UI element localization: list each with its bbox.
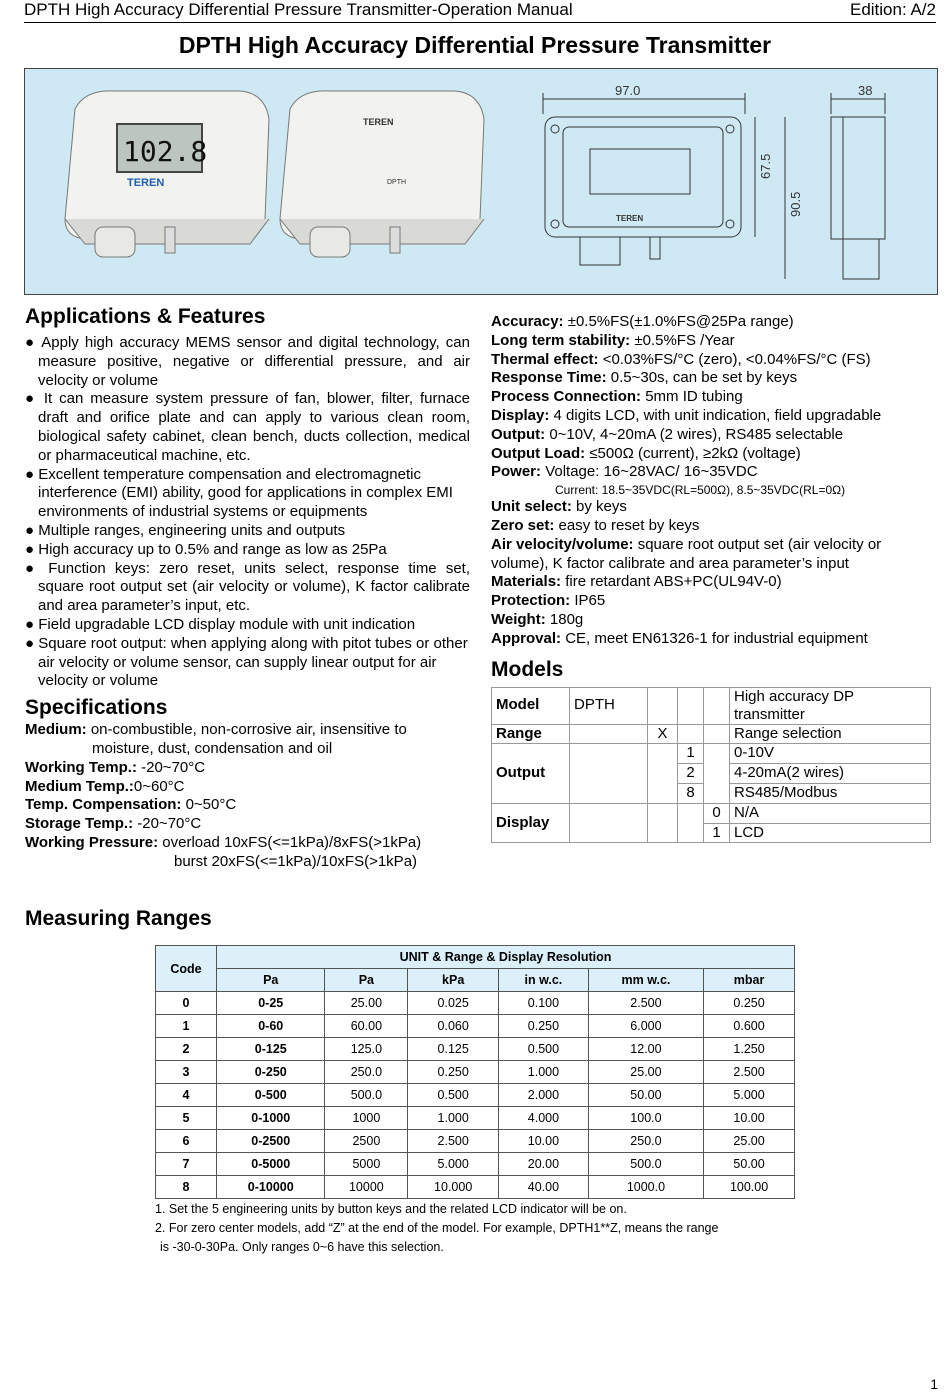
range-code-cell: 8 (156, 1176, 217, 1199)
table-cell: 0.250 (408, 1061, 499, 1084)
brand-logo-1: TEREN (127, 177, 165, 189)
list-item: ● Apply high accuracy MEMS sensor and digital technology, can measure positive, negative or differential pressure, and air velocity or volume (25, 334, 470, 389)
table-cell: 2.500 (588, 992, 703, 1015)
spec-medium-cont: moisture, dust, condensation and oil (92, 739, 333, 757)
display-desc: LCD (730, 823, 931, 843)
table-cell: 1000 (325, 1107, 408, 1130)
table-row (492, 687, 931, 724)
table-row (156, 1015, 795, 1038)
output-code: 8 (678, 783, 704, 803)
table-cell: 12.00 (588, 1038, 703, 1061)
table-cell: 0-25 (217, 992, 325, 1015)
spec-power-current: Current: 18.5~35VDC(RL=500Ω), 8.5~35VDC(RL=0Ω) (555, 483, 846, 498)
spec-materials: Materials: fire retardant ABS+PC(UL94V-0) (491, 573, 782, 591)
list-item: ● Multiple ranges, engineering units and outputs (25, 521, 346, 539)
column-header: kPa (408, 969, 499, 992)
list-item: ● Function keys: zero reset, units select, response time set, square root output set (air velocity or volume), K factor calibrate and area parameter’s input, etc. (25, 559, 470, 615)
table-cell: 100.00 (704, 1176, 795, 1199)
spec-stability: Long term stability: ±0.5%FS /Year (491, 331, 735, 349)
spec-temp-comp: Temp. Compensation: 0~50°C (25, 796, 237, 814)
table-cell: 6.000 (588, 1015, 703, 1038)
spec-response: Response Time: 0.5~30s, can be set by keys (491, 369, 798, 387)
note-2: 2. For zero center models, add “Z” at the end of the model. For example, DPTH1**Z, means the range (155, 1221, 719, 1235)
list-item: ● It can measure system pressure of fan, blower, filter, furnace draft and orifice plate and can apply to various clean room, biological safety cabinet, clean bench, ducts collection, medical or pharmaceutical machine, etc. (25, 390, 471, 464)
right-column (491, 313, 931, 843)
model-label: Model (492, 687, 570, 724)
product-drawing (25, 69, 937, 294)
column-header: Pa (325, 969, 408, 992)
list-item: ● Excellent temperature compensation and electromagnetic interference (EMI) ability, good for applications in complex EMI environments of industrial systems or equipments (25, 465, 453, 521)
table-cell: 50.00 (704, 1153, 795, 1176)
side-dimension-drawing (831, 93, 885, 279)
table-row (492, 724, 931, 744)
table-row (492, 803, 931, 823)
display-desc: N/A (730, 803, 931, 823)
dim-width: 97.0 (615, 83, 641, 98)
spec-zero-set: Zero set: easy to reset by keys (491, 516, 700, 534)
column-header: mm w.c. (588, 969, 703, 992)
table-cell: 10.00 (499, 1130, 589, 1153)
table-cell: 1.000 (408, 1107, 499, 1130)
output-code: 2 (678, 764, 704, 784)
page-title: DPTH High Accuracy Differential Pressure Transmitter (178, 32, 772, 58)
table-cell: 250.0 (588, 1130, 703, 1153)
range-notes (155, 1200, 718, 1257)
table-cell: 4.000 (499, 1107, 589, 1130)
device-blind (280, 91, 484, 257)
table-cell: 25.00 (325, 992, 408, 1015)
spec-output: Output: 0~10V, 4~20mA (2 wires), RS485 selectable (491, 425, 844, 443)
table-header-row (156, 969, 795, 992)
output-label: Output (492, 744, 570, 803)
spec-medium-temp: Medium Temp.:0~60°C (25, 777, 185, 795)
column-header: in w.c. (499, 969, 589, 992)
table-row (492, 744, 931, 764)
note-1: 1. Set the 5 engineering units by button keys and the related LCD indicator will be on. (155, 1202, 627, 1216)
list-item: ● Field upgradable LCD display module with unit indication (25, 615, 416, 633)
group-header: UNIT & Range & Display Resolution (217, 946, 795, 969)
table-header-row (156, 946, 795, 969)
table-cell: 2.000 (499, 1084, 589, 1107)
spec-approval: Approval: CE, meet EN61326-1 for industrial equipment (491, 629, 868, 647)
cable-gland-2 (310, 227, 350, 257)
spec-air-velocity: Air velocity/volume: square root output set (air velocity or volume), K factor calibrate and area parameter’s input (491, 535, 882, 572)
table-cell: 2.500 (704, 1061, 795, 1084)
table-cell: 1.250 (704, 1038, 795, 1061)
model-value: DPTH (570, 687, 648, 724)
spec-working-temp: Working Temp.: -20~70°C (25, 758, 206, 776)
models-heading: Models (491, 657, 564, 681)
dim-height-side: 90.5 (788, 191, 803, 217)
list-item: ● High accuracy up to 0.5% and range as low as 25Pa (25, 540, 387, 558)
brand-logo-2: TEREN (363, 117, 394, 127)
table-cell: 5000 (325, 1153, 408, 1176)
table-cell: 10.000 (408, 1176, 499, 1199)
spec-output-load: Output Load: ≤500Ω (current), ≥2kΩ (voltage) (491, 444, 801, 462)
table-cell: 0-2500 (217, 1130, 325, 1153)
table-cell: 10.00 (704, 1107, 795, 1130)
table-cell: 0.500 (499, 1038, 589, 1061)
note-2-cont: is -30-0-30Pa. Only ranges 0~6 have this selection. (160, 1240, 444, 1254)
ranges-body (156, 992, 795, 1199)
table-cell: 0.060 (408, 1015, 499, 1038)
left-column (25, 304, 470, 872)
table-cell: 125.0 (325, 1038, 408, 1061)
spec-medium: Medium: on-combustible, non-corrosive air, insensitive to (25, 721, 407, 739)
range-code: X (648, 724, 678, 744)
table-cell: 250.0 (325, 1061, 408, 1084)
list-item: ● Square root output: when applying along with pitot tubes or other air velocity or volume sensor, can supply linear output for air velocity or volume (25, 634, 468, 690)
table-cell: 0.100 (499, 992, 589, 1015)
range-code-cell: 1 (156, 1015, 217, 1038)
front-dimension-drawing (543, 93, 785, 279)
table-cell: 0.025 (408, 992, 499, 1015)
table-cell: 0.125 (408, 1038, 499, 1061)
table-cell: 25.00 (704, 1130, 795, 1153)
table-cell: 25.00 (588, 1061, 703, 1084)
output-code: 1 (678, 744, 704, 764)
column-header: mbar (704, 969, 795, 992)
pressure-port-1 (165, 227, 175, 253)
table-cell: 5.000 (704, 1084, 795, 1107)
header-title: DPTH High Accuracy Differential Pressure Transmitter-Operation Manual (24, 0, 573, 19)
spec-accuracy: Accuracy: ±0.5%FS(±1.0%FS@25Pa range) (491, 313, 794, 330)
page-number: 1 (930, 1376, 938, 1392)
table-row (156, 1061, 795, 1084)
spec-power: Power: Voltage: 16~28VAC/ 16~35VDC (491, 463, 758, 481)
brand-logo-3: TEREN (616, 214, 644, 223)
table-cell: 0-5000 (217, 1153, 325, 1176)
table-row (156, 992, 795, 1015)
output-desc: 0-10V (730, 744, 931, 764)
range-code-cell: 7 (156, 1153, 217, 1176)
range-code-cell: 5 (156, 1107, 217, 1130)
range-code-cell: 3 (156, 1061, 217, 1084)
table-cell: 40.00 (499, 1176, 589, 1199)
table-row (156, 1176, 795, 1199)
range-code-cell: 4 (156, 1084, 217, 1107)
spec-working-pressure: Working Pressure: overload 10xFS(<=1kPa)/8xFS(>1kPa) (25, 833, 422, 851)
lcd-reading: 102.8 (123, 135, 208, 168)
display-code: 1 (704, 823, 730, 843)
range-label: Range (492, 724, 570, 744)
spec-weight: Weight: 180g (491, 610, 584, 628)
product-label: DPTH (387, 179, 407, 186)
table-cell: 5.000 (408, 1153, 499, 1176)
table-cell: 100.0 (588, 1107, 703, 1130)
range-code-cell: 0 (156, 992, 217, 1015)
pressure-port-2 (390, 227, 400, 253)
spec-working-pressure-cont: burst 20xFS(<=1kPa)/10xFS(>1kPa) (174, 852, 418, 870)
table-cell: 10000 (325, 1176, 408, 1199)
dim-height-front: 67.5 (758, 153, 773, 179)
table-cell: 0.600 (704, 1015, 795, 1038)
table-cell: 2500 (325, 1130, 408, 1153)
table-cell: 0.250 (704, 992, 795, 1015)
display-code: 0 (704, 803, 730, 823)
range-code-cell: 2 (156, 1038, 217, 1061)
table-cell: 0.250 (499, 1015, 589, 1038)
range-desc: Range selection (730, 724, 931, 744)
spec-connection: Process Connection: 5mm ID tubing (491, 388, 743, 406)
code-header: Code (156, 946, 217, 992)
product-figure (24, 68, 938, 295)
spec-storage-temp: Storage Temp.: -20~70°C (25, 815, 202, 833)
table-row (156, 1084, 795, 1107)
table-cell: 0.500 (408, 1084, 499, 1107)
spec-display: Display: 4 digits LCD, with unit indication, field upgradable (491, 406, 882, 424)
device-with-lcd (65, 91, 269, 257)
range-code-cell: 6 (156, 1130, 217, 1153)
table-row (156, 1130, 795, 1153)
table-cell: 20.00 (499, 1153, 589, 1176)
table-cell: 0-10000 (217, 1176, 325, 1199)
table-cell: 1000.0 (588, 1176, 703, 1199)
models-table (491, 687, 931, 844)
table-cell: 0-125 (217, 1038, 325, 1061)
table-cell: 0-250 (217, 1061, 325, 1084)
spec-protection: Protection: IP65 (491, 592, 606, 610)
applications-list (25, 334, 470, 691)
table-cell: 50.00 (588, 1084, 703, 1107)
ranges-table (155, 945, 795, 1199)
applications-heading: Applications & Features (25, 305, 266, 328)
output-desc: 4-20mA(2 wires) (730, 764, 931, 784)
spec-thermal: Thermal effect: <0.03%FS/°C (zero), <0.04%FS/°C (FS) (491, 350, 871, 368)
table-row (156, 1153, 795, 1176)
table-cell: 500.0 (588, 1153, 703, 1176)
header-edition: Edition: A/2 (849, 0, 936, 19)
output-desc: RS485/Modbus (730, 783, 931, 803)
table-cell: 2.500 (408, 1130, 499, 1153)
column-header: Pa (217, 969, 325, 992)
measuring-ranges-heading: Measuring Ranges (25, 907, 212, 930)
page-header (24, 0, 936, 23)
dim-depth: 38 (858, 83, 873, 98)
table-row (156, 1107, 795, 1130)
table-cell: 0-60 (217, 1015, 325, 1038)
table-cell: 0-500 (217, 1084, 325, 1107)
cable-gland-1 (95, 227, 135, 257)
model-desc: High accuracy DP transmitter (730, 687, 931, 724)
table-cell: 60.00 (325, 1015, 408, 1038)
table-cell: 0-1000 (217, 1107, 325, 1130)
specifications-heading: Specifications (25, 696, 168, 720)
spec-unit-select: Unit select: by keys (491, 498, 627, 516)
table-row (156, 1038, 795, 1061)
display-label: Display (492, 803, 570, 843)
table-cell: 1.000 (499, 1061, 589, 1084)
table-cell: 500.0 (325, 1084, 408, 1107)
